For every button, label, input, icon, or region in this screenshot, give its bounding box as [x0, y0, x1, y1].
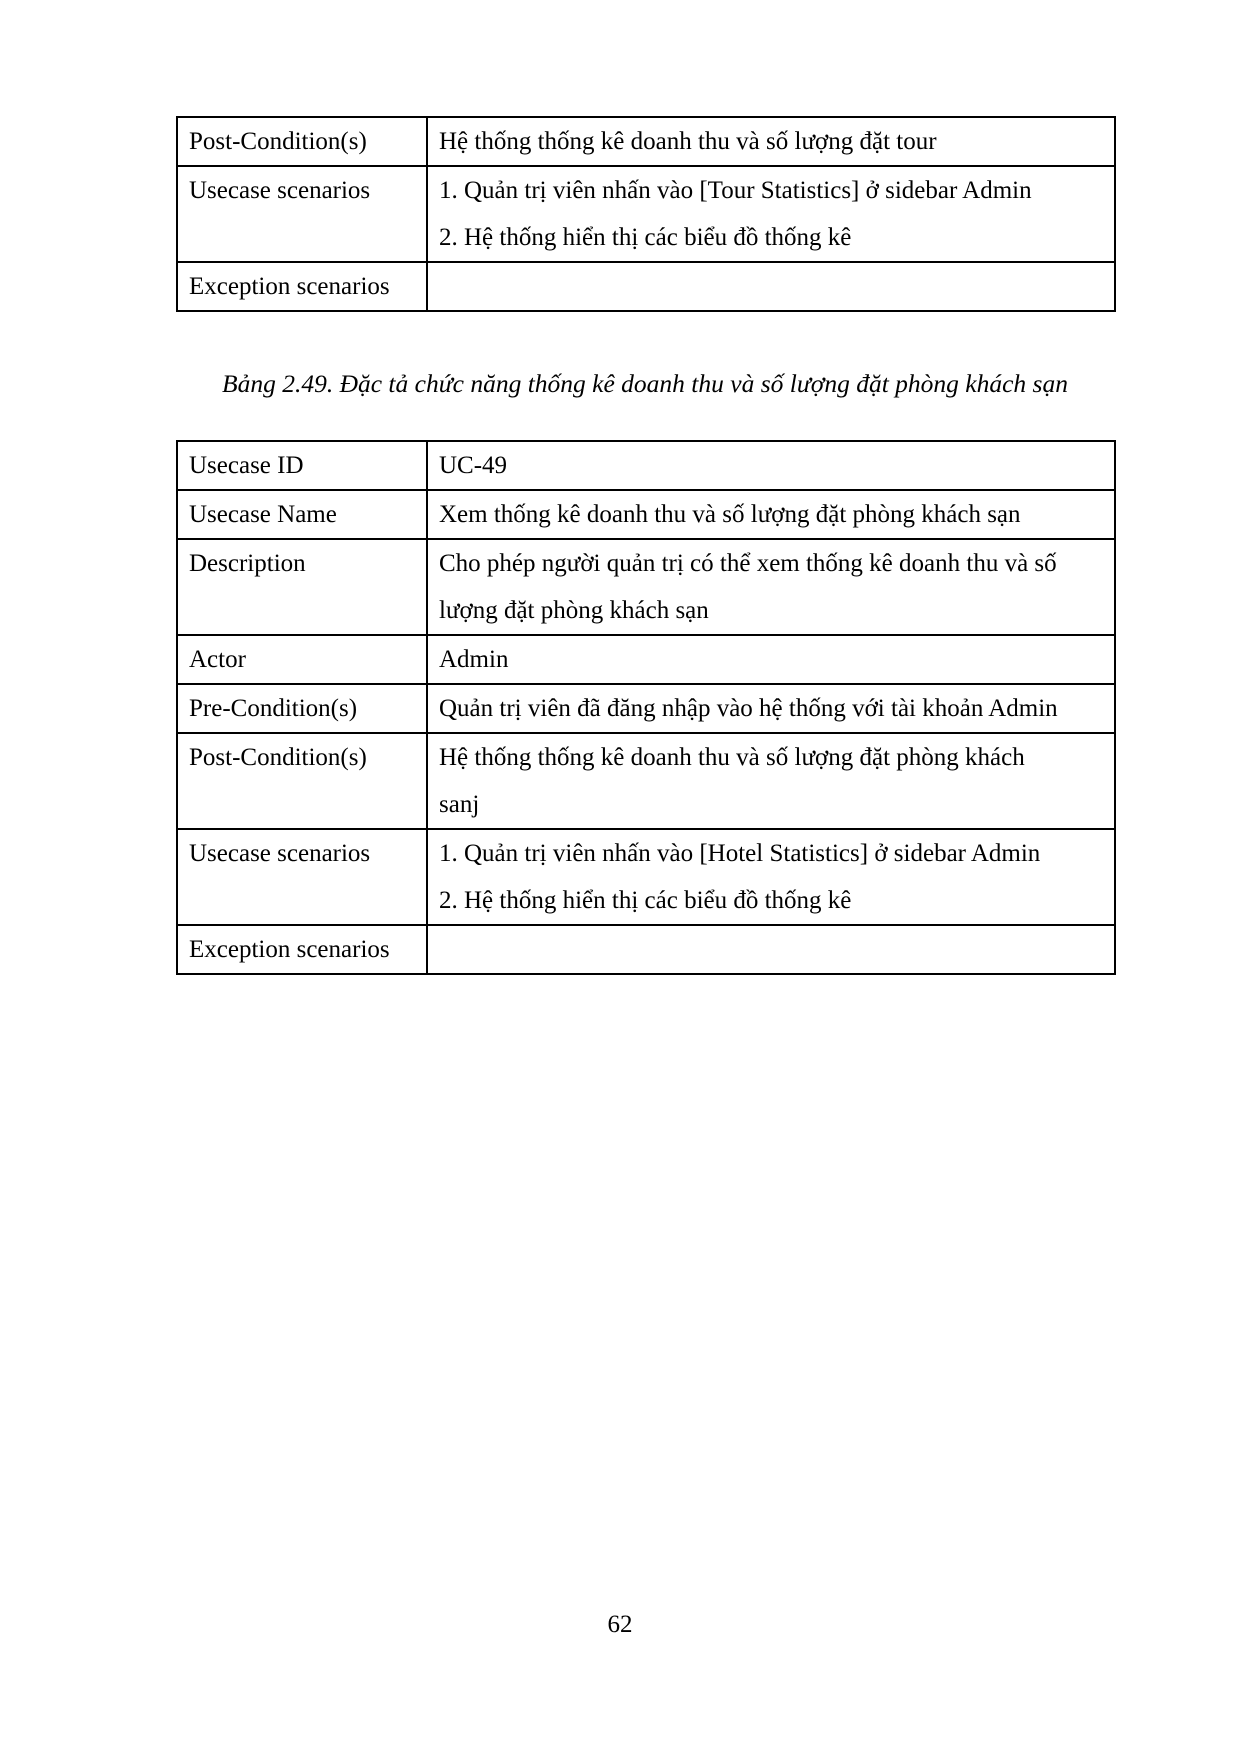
row-label: Post-Condition(s) [177, 733, 427, 829]
row-value [427, 490, 1115, 539]
row-value-line: Xem thống kê doanh thu và số lượng đặt phòng khách sạn [439, 501, 1021, 528]
usecase-table-continued [176, 116, 1116, 312]
table-row [177, 539, 1115, 635]
table-row [177, 684, 1115, 733]
row-label: Usecase ID [177, 441, 427, 490]
row-value [427, 635, 1115, 684]
row-value [427, 684, 1115, 733]
row-value [427, 262, 1115, 311]
table-row [177, 117, 1115, 166]
usecase-table-uc49 [176, 440, 1116, 975]
row-value-line: 2. Hệ thống hiển thị các biểu đồ thống kê [439, 887, 852, 914]
row-value-line: Cho phép người quản trị có thể xem thống kê doanh thu và số [439, 550, 1057, 577]
row-value-line: sanj [439, 791, 480, 818]
row-label: Usecase scenarios [177, 829, 427, 925]
row-label: Usecase scenarios [177, 166, 427, 262]
table-row [177, 829, 1115, 925]
row-value [427, 829, 1115, 925]
row-value [427, 733, 1115, 829]
table-row [177, 733, 1115, 829]
table-caption: Bảng 2.49. Đặc tả chức năng thống kê doanh thu và số lượng đặt phòng khách sạn [222, 369, 1068, 398]
row-value-line: Admin [439, 646, 509, 673]
row-value-line [439, 263, 1104, 310]
row-value-line: 1. Quản trị viên nhấn vào [Hotel Statistics] ở sidebar Admin [439, 840, 1041, 867]
row-value-line: Hệ thống thống kê doanh thu và số lượng đặt phòng khách [439, 744, 1025, 771]
row-value-line: Quản trị viên đã đăng nhập vào hệ thống với tài khoản Admin [439, 695, 1058, 722]
page-number: 62 [607, 1611, 633, 1638]
row-label: Exception scenarios [177, 262, 427, 311]
row-value-line: UC-49 [439, 452, 508, 479]
row-label: Actor [177, 635, 427, 684]
row-label: Exception scenarios [177, 925, 427, 974]
row-value [427, 166, 1115, 262]
row-label: Post-Condition(s) [177, 117, 427, 166]
row-value [427, 539, 1115, 635]
row-value-line: 1. Quản trị viên nhấn vào [Tour Statistics] ở sidebar Admin [439, 177, 1032, 204]
row-value-line: 2. Hệ thống hiển thị các biểu đồ thống kê [439, 224, 852, 251]
row-value [427, 441, 1115, 490]
table-row [177, 262, 1115, 311]
row-value-line: lượng đặt phòng khách sạn [439, 597, 709, 624]
table-row [177, 635, 1115, 684]
table-row [177, 925, 1115, 974]
row-label: Usecase Name [177, 490, 427, 539]
row-value [427, 925, 1115, 974]
table-row [177, 441, 1115, 490]
table-row [177, 166, 1115, 262]
row-label: Description [177, 539, 427, 635]
row-value-line: Hệ thống thống kê doanh thu và số lượng đặt tour [439, 128, 937, 155]
row-value [427, 117, 1115, 166]
row-value-line [439, 926, 1104, 973]
row-label: Pre-Condition(s) [177, 684, 427, 733]
table-row [177, 490, 1115, 539]
